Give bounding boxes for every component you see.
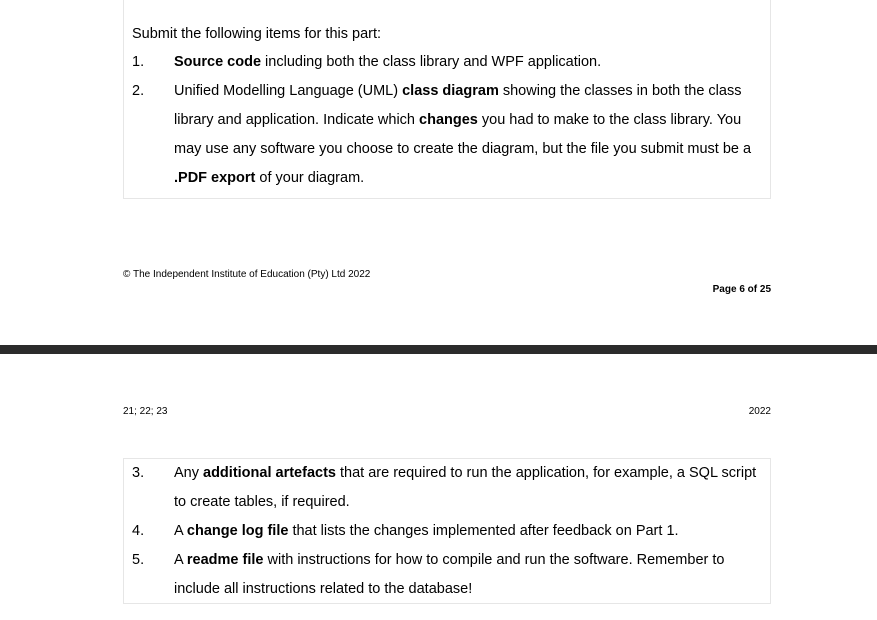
emphasis-text: readme file <box>186 552 264 568</box>
emphasis-text: class diagram <box>402 83 499 99</box>
list-item-number: 5. <box>132 552 145 568</box>
submission-intro: Submit the following items for this part: <box>132 26 382 42</box>
header-year: 2022 <box>748 406 771 417</box>
emphasis-text: change log file <box>186 523 289 539</box>
submission-table-cell-continued <box>123 458 771 604</box>
footer-page-number: Page 6 of 25 <box>712 284 771 295</box>
footer-copyright: © The Independent Institute of Education (Pty) Ltd 2022 <box>123 269 371 280</box>
list-item-text: Source code including both the class library and WPF application. <box>174 54 602 70</box>
list-item-text: A change log file that lists the changes implemented after feedback on Part 1. <box>174 523 679 539</box>
list-item-text: Any additional artefacts that are required to run the application, for example, a SQL script to create tables, if required. <box>174 465 757 510</box>
emphasis-text: changes <box>419 112 478 128</box>
list-item-number: 4. <box>132 523 145 539</box>
emphasis-text: additional artefacts <box>203 465 336 481</box>
list-item-text: A readme file with instructions for how to compile and run the software. Remember to include all instructions related to the database! <box>174 552 725 597</box>
page-separator <box>0 345 877 354</box>
document-page-7 <box>0 354 877 620</box>
header-module-codes: 21; 22; 23 <box>123 406 168 417</box>
list-item-number: 2. <box>132 83 145 99</box>
emphasis-text: Source code <box>174 54 262 70</box>
emphasis-text: .PDF export <box>174 170 256 186</box>
list-item-number: 3. <box>132 465 145 481</box>
list-item-text: Unified Modelling Language (UML) class diagram showing the classes in both the class library and application. Indicate which changes you had to make to the class library. You may use any software you choose to create the diagram, but the file you submit must be a .PDF export of your diagram. <box>174 83 752 186</box>
submission-table-cell <box>123 0 771 199</box>
list-item-number: 1. <box>132 54 145 70</box>
